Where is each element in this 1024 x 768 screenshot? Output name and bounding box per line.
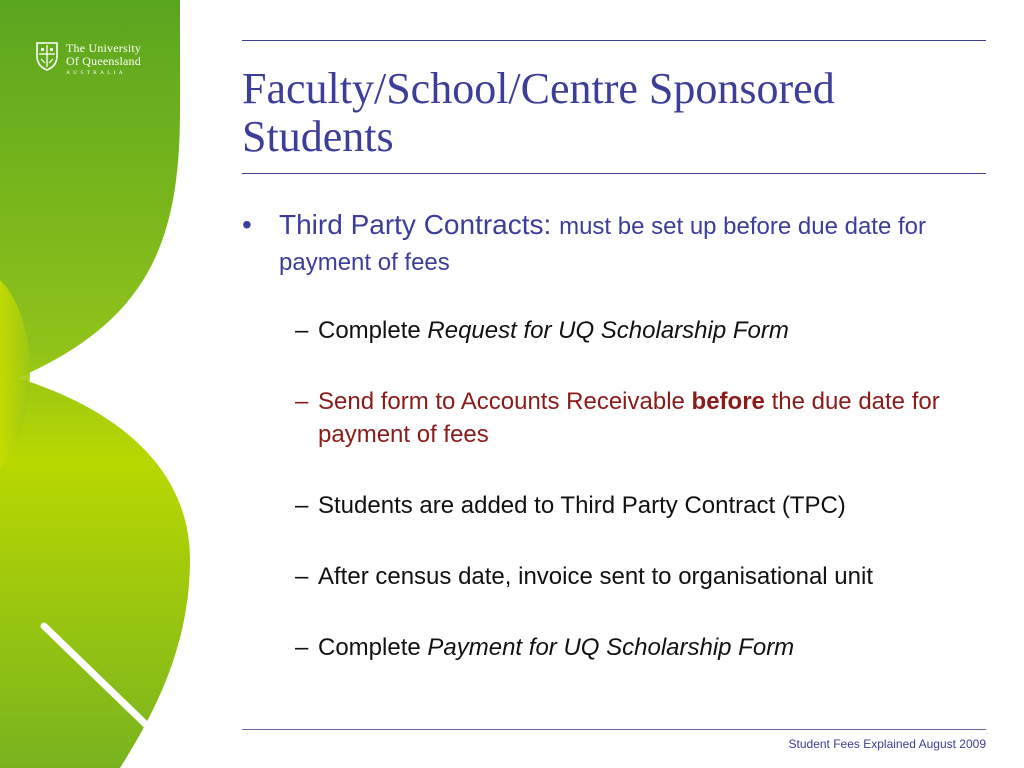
sidebar-graphic <box>0 0 200 768</box>
dash-icon: – <box>295 563 309 590</box>
footer-divider <box>242 729 986 730</box>
slide-content <box>242 208 972 664</box>
sub-item-text: After census date, invoice sent to organisational unit <box>318 563 873 590</box>
crest-icon <box>34 40 60 72</box>
decorative-sidebar <box>0 0 200 768</box>
sub-item-payment-form <box>242 631 972 664</box>
sub-item-send-form <box>242 385 972 451</box>
slide-title: Faculty/School/Centre Sponsored Students <box>242 64 835 161</box>
sub-item-text-end: the due date for payment of fees <box>318 388 940 448</box>
logo-line-2: Of Queensland <box>66 54 141 68</box>
dash-icon: – <box>295 388 309 415</box>
logo-line-3: AUSTRALIA <box>66 70 126 76</box>
emphasis-before: before <box>691 388 765 415</box>
dash-icon: – <box>295 492 309 519</box>
sub-item-request-form <box>242 314 972 347</box>
form-name: Payment for UQ Scholarship Form <box>427 634 795 661</box>
sub-item-text: Students are added to Third Party Contract (TPC) <box>318 492 846 519</box>
form-name: Request for UQ Scholarship Form <box>427 317 789 344</box>
dash-icon: – <box>295 317 309 344</box>
university-logo <box>34 40 164 80</box>
bullet-third-party-contracts <box>242 208 972 280</box>
title-divider <box>242 173 986 174</box>
bullet-rest: must be set up before due date for payment of fees <box>279 213 926 276</box>
bullet-lead: Third Party Contracts: <box>279 209 552 240</box>
sub-item-text: Complete <box>318 634 421 661</box>
sub-item-invoice-sent <box>242 560 972 593</box>
top-divider <box>242 40 986 41</box>
dash-icon: – <box>295 634 309 661</box>
logo-line-1: The University <box>66 41 142 55</box>
sub-item-text: Send form to Accounts Receivable <box>318 388 685 415</box>
sub-item-students-added <box>242 489 972 522</box>
bullet-dot-icon: • <box>242 209 252 240</box>
footer-text: Student Fees Explained August 2009 <box>788 737 986 751</box>
sub-item-text: Complete <box>318 317 421 344</box>
